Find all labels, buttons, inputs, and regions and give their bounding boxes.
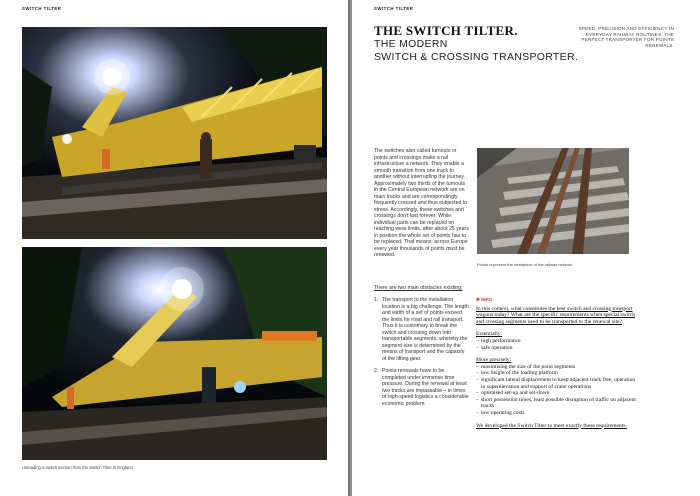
list-item: – low height of the loading platform xyxy=(476,370,636,377)
intro-paragraph: The switches also called turnouts or points and crossings make a rail infrastructure a network. They enable a smooth transition from one track to another without interrupting the journey. Approximately two thirds of the turnouts in the Central European network are on main tracks and are correspondingly frequently crossed and thus subjected to stress. Accordingly, these switches and crossings don't last forever. While individual parts can be replaced on reaching wear limits, after about 25 years in position the whole set of points has to be replaced. That means: across Europe every year thousands of points must be renewed. xyxy=(374,148,469,258)
list-item: – optimised set-up and set-down xyxy=(476,390,636,397)
essentials-heading: Essentially: xyxy=(476,331,503,338)
info-label xyxy=(476,297,636,304)
list-item: – significant lateral displacement to keep adjacent track free, operation in superelevation and support of crane operations xyxy=(476,377,636,390)
list-item-number: 2. xyxy=(374,368,379,374)
right-page xyxy=(352,0,700,496)
info-label-text: INFO xyxy=(481,297,493,302)
list-item: – short possession times, least possible disruption of traffic on adjacent tracks xyxy=(476,397,636,410)
list-item xyxy=(374,368,469,407)
list-item-text: The transport to the installation location is a big challenge. The length and width of a set of points exceed the limits for road and rail transport. Thus it is customary to break the switch and crossing down into transportable segments, whereby the segment size is determined by the means of transport and the capacity of the lifting gear. xyxy=(382,297,469,362)
page-title: THE SWITCH TILTER. xyxy=(374,23,518,38)
title-block xyxy=(374,24,578,64)
obstacles-list xyxy=(374,297,469,413)
list-item: – maximising the size of the point segments xyxy=(476,364,636,371)
points-photo-caption: Points represent the heartpiece of the railway network xyxy=(477,262,573,267)
page-subtitle-line-2: SWITCH & CROSSING TRANSPORTER. xyxy=(374,51,579,63)
list-item-text: Points renewals have to be completed under immense time pressure. During the renewal at least two tracks are impassable – in times of high-speed logistics a considerable economic problem. xyxy=(382,368,469,407)
tagline: SPEED, PRECISION AND EFFICIENCY IN EVERYDAY RAILWAY ROUTINES: THE PERFECT TRANSPORTER FOR POINTS RENEWALS. xyxy=(578,26,674,48)
switch-tilter-night-photo-1 xyxy=(22,27,327,239)
left-photo-caption: Unloading a switch section from the Switch Tilter in England xyxy=(22,465,133,470)
list-item: – high performance xyxy=(476,338,636,345)
list-item: – safe operation xyxy=(476,345,636,352)
points-closeup-photo xyxy=(477,148,629,254)
precisely-list xyxy=(476,364,636,417)
list-item: – low operating costs xyxy=(476,410,636,417)
page-subtitle-line-1: THE MODERN xyxy=(374,38,448,50)
switch-tilter-night-photo-2 xyxy=(22,247,327,460)
essentials-list xyxy=(476,338,636,351)
precisely-heading: More precisely: xyxy=(476,357,512,364)
list-item-number: 1. xyxy=(374,297,379,303)
obstacles-heading: There are two main obstacles existing: xyxy=(374,285,463,291)
info-question: In this context, what constitutes the best switch and crossing transport wagons today? What are the specific requirements when special switch and crossing segments need to be transported to the renewal site? xyxy=(476,305,636,325)
left-page xyxy=(0,0,348,496)
info-conclusion: We developed the Switch Tilter to meet exactly these requirements. xyxy=(476,422,627,429)
info-box xyxy=(476,297,636,429)
running-head-left: SWITCH TILTER xyxy=(22,6,62,11)
running-head-right: SWITCH TILTER xyxy=(374,6,414,11)
list-item xyxy=(374,297,469,362)
info-star-icon: ✱ xyxy=(476,297,482,302)
